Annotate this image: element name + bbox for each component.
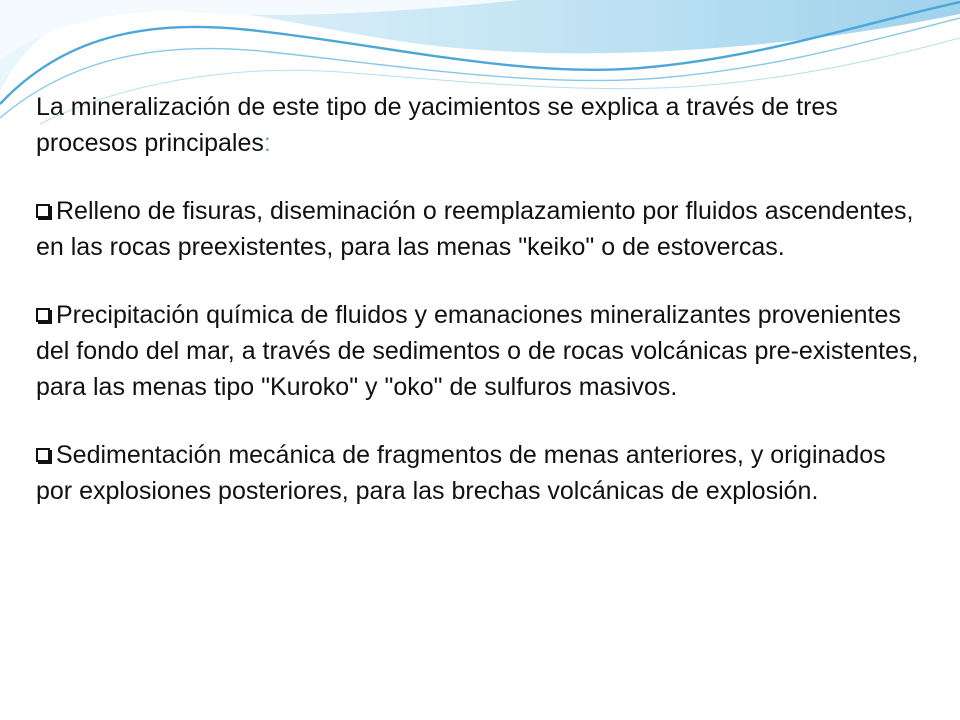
- bullet-text-1: Relleno de fisuras, diseminación o reemplazamiento por fluidos ascendentes, en las rocas preexistentes, para las menas "keiko" o de estovercas.: [36, 197, 914, 261]
- intro-paragraph: [36, 89, 926, 161]
- bullet-item-2: [36, 297, 926, 405]
- bullet-text-3: Sedimentación mecánica de fragmentos de menas anteriores, y originados por explosiones posteriores, para las brechas volcánicas de explosión.: [36, 441, 886, 505]
- bullet-item-3: [36, 437, 926, 509]
- intro-colon: :: [263, 129, 271, 157]
- square-bullet-icon: [36, 204, 50, 218]
- bullet-item-1: [36, 193, 926, 265]
- wave-band-light: [0, 0, 960, 92]
- bullet-text-2: Precipitación química de fluidos y emanaciones mineralizantes provenientes del fondo del mar, a través de sedimentos o de rocas volcánicas pre-existentes, para las menas tipo "Kuroko" y "oko" de sulfuros masivos.: [36, 301, 919, 401]
- slide-content: [36, 89, 926, 509]
- square-bullet-icon: [36, 448, 50, 462]
- intro-text: La mineralización de este tipo de yacimientos se explica a través de tres procesos principales: [36, 93, 838, 157]
- square-bullet-icon: [36, 308, 50, 322]
